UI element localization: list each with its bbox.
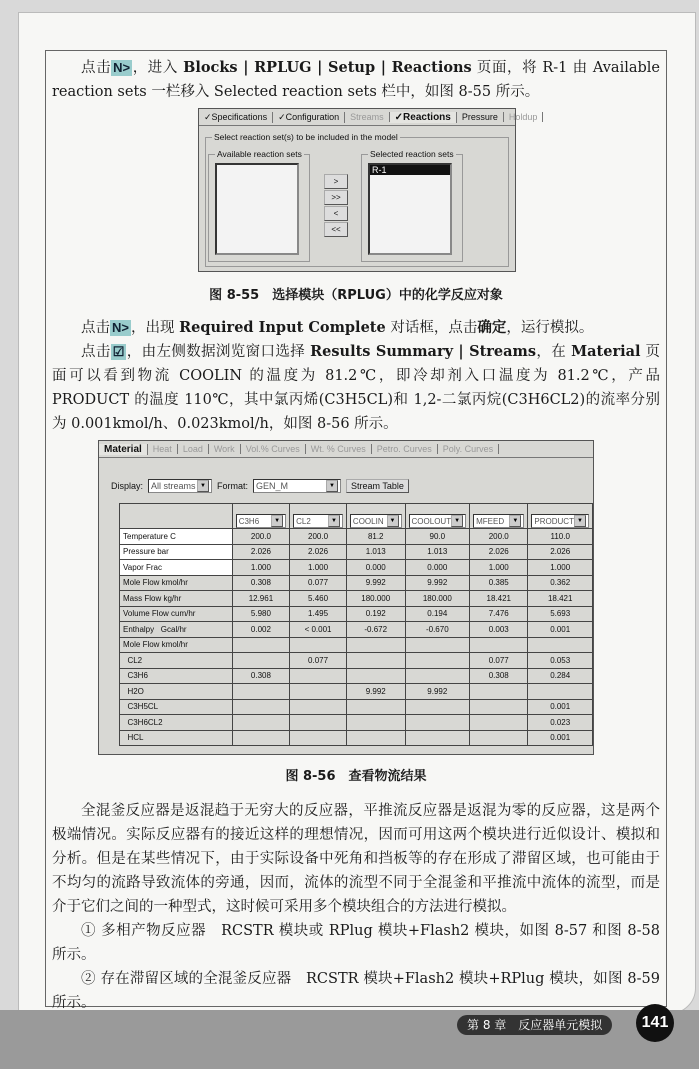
- table-row: [120, 622, 593, 638]
- table-cell[interactable]: 9.992: [405, 684, 470, 700]
- table-cell[interactable]: 0.077: [290, 575, 347, 591]
- stream-select[interactable]: [409, 514, 467, 528]
- table-row: [120, 637, 593, 653]
- move-left-button[interactable]: <: [324, 206, 348, 221]
- table-cell[interactable]: 5.980: [232, 606, 289, 622]
- column-header[interactable]: [232, 504, 289, 529]
- table-cell[interactable]: 0.053: [528, 653, 593, 669]
- stream-name: COOLOUT: [411, 516, 452, 526]
- next-icon: N>: [112, 320, 129, 335]
- table-cell[interactable]: [470, 637, 528, 653]
- table-cell[interactable]: 180.000: [405, 591, 470, 607]
- move-all-left-button[interactable]: <<: [324, 222, 348, 237]
- table-row: [120, 529, 593, 545]
- text: ，由左侧数据浏览窗口选择: [126, 344, 311, 360]
- text: 点击: [81, 320, 110, 336]
- text: ，出现: [130, 320, 180, 336]
- table-row: [120, 653, 593, 669]
- list-item-2: ② 存在滞留区域的全混釜反应器 RCSTR 模块+Flash2 模块+RPlug 模块，如图 8-59 所示。: [52, 971, 660, 1011]
- table-cell[interactable]: [346, 715, 405, 731]
- chevron-down-icon: ▼: [328, 515, 340, 527]
- row-label: Mass Flow kg/hr: [120, 591, 233, 607]
- paragraph-2: [52, 316, 660, 340]
- table-cell[interactable]: 0.001: [528, 699, 593, 715]
- table-row: [120, 575, 593, 591]
- tab-reactions[interactable]: ✓Reactions: [390, 112, 457, 123]
- table-cell[interactable]: [528, 637, 593, 653]
- tab-polycurves[interactable]: Poly. Curves: [438, 444, 499, 454]
- table-cell[interactable]: 9.992: [346, 575, 405, 591]
- text: 页面可以看到物流 COOLIN 的温度为 81.2℃，即冷却剂入口温度为 81.2℃，产品 PRODUCT 的温度 110℃，其中氯丙烯(C3H5CL)和 1,2-二氯丙烷(C3H6CL2)的流率分别为 0.001kmol/h、0.023kmol/h，如图 8-56 所示。: [52, 344, 661, 432]
- text: ，在: [536, 344, 572, 360]
- row-label: C3H6: [120, 668, 233, 684]
- table-cell[interactable]: 0.002: [232, 622, 289, 638]
- table-cell[interactable]: [405, 668, 470, 684]
- text: 点击: [81, 60, 112, 76]
- reactions-dialog: [198, 108, 538, 272]
- format-value: GEN_M: [256, 481, 289, 491]
- table-cell[interactable]: 90.0: [405, 529, 470, 545]
- table-cell[interactable]: [470, 730, 528, 746]
- chevron-down-icon: ▼: [451, 515, 463, 527]
- tab-wtcurves[interactable]: Wt. % Curves: [306, 444, 372, 454]
- table-cell[interactable]: 0.001: [528, 730, 593, 746]
- table-cell[interactable]: 2.026: [232, 544, 289, 560]
- tab-petrocurves[interactable]: Petro. Curves: [372, 444, 438, 454]
- row-label: Volume Flow cum/hr: [120, 606, 233, 622]
- table-cell[interactable]: 0.077: [470, 653, 528, 669]
- stream-name: CL2: [296, 516, 311, 526]
- table-cell[interactable]: -0.670: [405, 622, 470, 638]
- table-cell[interactable]: 0.000: [405, 560, 470, 576]
- table-cell[interactable]: [290, 715, 347, 731]
- table-cell[interactable]: 81.2: [346, 529, 405, 545]
- table-cell[interactable]: 2.026: [528, 544, 593, 560]
- table-cell[interactable]: [346, 653, 405, 669]
- results-icon: ☑: [112, 344, 125, 359]
- table-cell[interactable]: 0.000: [346, 560, 405, 576]
- table-cell[interactable]: 200.0: [290, 529, 347, 545]
- ok-text: 确定: [477, 319, 507, 336]
- table-cell[interactable]: [405, 730, 470, 746]
- table-cell[interactable]: 9.992: [346, 684, 405, 700]
- table-cell[interactable]: [232, 730, 289, 746]
- table-cell[interactable]: -0.672: [346, 622, 405, 638]
- row-label: CL2: [120, 653, 233, 669]
- next-icon: N>: [113, 60, 131, 75]
- table-cell[interactable]: [232, 699, 289, 715]
- move-right-button[interactable]: >: [324, 174, 348, 189]
- table-cell[interactable]: 1.013: [346, 544, 405, 560]
- dialog-name: Required Input Complete: [179, 319, 386, 336]
- tab-heat[interactable]: Heat: [148, 444, 178, 454]
- result-tabs: [99, 441, 593, 458]
- page-number: 141: [636, 1004, 674, 1042]
- row-label: C3H6CL2: [120, 715, 233, 731]
- row-label: C3H5CL: [120, 699, 233, 715]
- stream-select[interactable]: [350, 514, 402, 528]
- move-all-right-button[interactable]: >>: [324, 190, 348, 205]
- column-header[interactable]: [405, 504, 470, 529]
- text: 点击: [81, 344, 111, 360]
- tab-holdup[interactable]: Holdup: [504, 112, 544, 122]
- table-row: [120, 730, 593, 746]
- column-header[interactable]: [528, 504, 593, 529]
- display-select[interactable]: [148, 479, 212, 493]
- text: ，运行模拟。: [506, 320, 594, 336]
- stream-name: COOLIN: [352, 516, 384, 526]
- table-cell[interactable]: 200.0: [232, 529, 289, 545]
- row-label: HCL: [120, 730, 233, 746]
- table-cell[interactable]: 0.308: [232, 668, 289, 684]
- stream-name: C3H6: [238, 516, 260, 526]
- tab-streams[interactable]: Streams: [345, 112, 390, 122]
- page-content: [52, 56, 660, 1015]
- chevron-down-icon: ▼: [509, 515, 521, 527]
- table-row: [120, 591, 593, 607]
- row-label: Vapor Frac: [120, 560, 233, 576]
- table-cell[interactable]: 1.000: [528, 560, 593, 576]
- stream-name: PRODUCT: [534, 516, 574, 526]
- table-cell[interactable]: [405, 715, 470, 731]
- table-cell[interactable]: [232, 637, 289, 653]
- paragraph-1: [52, 56, 660, 104]
- table-row: [120, 684, 593, 700]
- table-row: [120, 668, 593, 684]
- format-label: Format:: [217, 481, 249, 491]
- table-cell[interactable]: 9.992: [405, 575, 470, 591]
- header-blank: [120, 504, 233, 529]
- text: ，进入: [132, 60, 184, 76]
- table-cell[interactable]: 18.421: [528, 591, 593, 607]
- table-cell[interactable]: [290, 637, 347, 653]
- available-group: [208, 149, 310, 262]
- list-item[interactable]: R-1: [370, 165, 450, 175]
- table-row: [120, 560, 593, 576]
- tab-specifications[interactable]: ✓Specifications: [199, 112, 273, 123]
- reaction-set-group: [205, 132, 509, 267]
- chevron-down-icon: ▼: [197, 480, 209, 492]
- selected-label: Selected reaction sets: [370, 149, 454, 159]
- figure-caption: 图 8-56 查看物流结果: [285, 769, 427, 784]
- table-cell[interactable]: [346, 699, 405, 715]
- table-cell[interactable]: [470, 699, 528, 715]
- row-label: Pressure bar: [120, 544, 233, 560]
- table-cell[interactable]: 0.077: [290, 653, 347, 669]
- stream-name: MFEED: [476, 516, 505, 526]
- chevron-down-icon: ▼: [574, 515, 586, 527]
- table-cell[interactable]: 0.192: [346, 606, 405, 622]
- stream-select[interactable]: [473, 514, 524, 528]
- selected-list[interactable]: [368, 163, 452, 255]
- paragraph-4: 全混釜反应器是返混趋于无穷大的反应器，平推流反应器是返混为零的反应器，这是两个极端情况。实际反应器有的接近这样的理想情况，因而可用这两个模块进行近似设计、模拟和分析。但是在某些情况下，由于实际设备中死角和挡板等的存在形成了滞留区域，也可能由于不均匀的流路导致流体的旁通，因而，流体的流型不同于全混釜和平推流中流体的流型，而是介于它们之间的一种型式，这时候可采用多个模块组合的方法进行模拟。: [52, 803, 660, 915]
- dialog-tabs: [199, 109, 538, 126]
- table-header: [120, 504, 593, 529]
- table-row: [120, 699, 593, 715]
- table-cell[interactable]: 0.308: [470, 668, 528, 684]
- column-header[interactable]: [470, 504, 528, 529]
- tab-volcurves[interactable]: Vol.% Curves: [241, 444, 306, 454]
- table-cell[interactable]: 0.308: [232, 575, 289, 591]
- table-cell[interactable]: [290, 730, 347, 746]
- table-cell[interactable]: 110.0: [528, 529, 593, 545]
- table-cell[interactable]: [232, 684, 289, 700]
- display-value: All streams: [151, 481, 196, 491]
- tab-load[interactable]: Load: [178, 444, 209, 454]
- table-cell[interactable]: 1.000: [232, 560, 289, 576]
- table-cell[interactable]: 0.385: [470, 575, 528, 591]
- chevron-down-icon: ▼: [271, 515, 283, 527]
- table-cell[interactable]: 1.013: [405, 544, 470, 560]
- stream-results-dialog: [98, 440, 594, 755]
- row-label: Mole Flow kmol/hr: [120, 637, 233, 653]
- table-cell[interactable]: 0.194: [405, 606, 470, 622]
- chapter-label: 第 8 章 反应器单元模拟: [457, 1015, 612, 1035]
- toolbar: [111, 479, 409, 493]
- tab-pressure[interactable]: Pressure: [457, 112, 504, 122]
- selected-group: [361, 149, 463, 262]
- table-cell[interactable]: [346, 730, 405, 746]
- display-label: Display:: [111, 481, 144, 491]
- available-list[interactable]: [215, 163, 299, 255]
- table-cell[interactable]: 2.026: [290, 544, 347, 560]
- table-cell[interactable]: [232, 653, 289, 669]
- table-cell[interactable]: [405, 637, 470, 653]
- menu-path: Blocks | RPLUG | Setup | Reactions: [183, 59, 472, 76]
- table-cell[interactable]: [290, 684, 347, 700]
- table-cell[interactable]: [232, 715, 289, 731]
- group-label: Select reaction set(s) to be included in the model: [214, 132, 398, 142]
- stream-table-button[interactable]: Stream Table: [346, 479, 409, 493]
- row-label: Temperature C: [120, 529, 233, 545]
- table-cell[interactable]: [346, 668, 405, 684]
- table-cell[interactable]: [405, 699, 470, 715]
- table-cell[interactable]: 1.495: [290, 606, 347, 622]
- available-label: Available reaction sets: [217, 149, 302, 159]
- chevron-down-icon: ▼: [387, 515, 399, 527]
- table-cell[interactable]: 0.003: [470, 622, 528, 638]
- list-item-1: ① 多相产物反应器 RCSTR 模块或 RPlug 模块+Flash2 模块，如图 8-57 和图 8-58 所示。: [52, 923, 660, 963]
- table-cell[interactable]: 1.000: [470, 560, 528, 576]
- table-cell[interactable]: 0.001: [528, 622, 593, 638]
- stream-select[interactable]: [531, 514, 589, 528]
- table-cell[interactable]: 2.026: [470, 544, 528, 560]
- table-cell[interactable]: 0.284: [528, 668, 593, 684]
- row-label: Enthalpy Gcal/hr: [120, 622, 233, 638]
- table-cell[interactable]: [346, 637, 405, 653]
- paragraph-3: [52, 340, 660, 436]
- table-cell[interactable]: [470, 715, 528, 731]
- table-cell[interactable]: 180.000: [346, 591, 405, 607]
- stream-select[interactable]: [293, 514, 343, 528]
- table-cell[interactable]: 5.693: [528, 606, 593, 622]
- table-cell[interactable]: 7.476: [470, 606, 528, 622]
- table-cell[interactable]: 5.460: [290, 591, 347, 607]
- table-cell[interactable]: 0.362: [528, 575, 593, 591]
- chevron-down-icon: ▼: [326, 480, 338, 492]
- tab-material[interactable]: Material: [99, 444, 148, 455]
- table-cell[interactable]: [405, 653, 470, 669]
- column-header[interactable]: [346, 504, 405, 529]
- tab-name: Material: [571, 343, 641, 360]
- table-cell[interactable]: 18.421: [470, 591, 528, 607]
- table-cell[interactable]: < 0.001: [290, 622, 347, 638]
- table-cell[interactable]: [290, 699, 347, 715]
- table-cell[interactable]: [290, 668, 347, 684]
- menu-path: Results Summary | Streams: [310, 343, 537, 360]
- table-row: [120, 715, 593, 731]
- table-row: [120, 606, 593, 622]
- figure-caption: 图 8-55 选择模块（RPLUG）中的化学反应对象: [209, 288, 503, 303]
- row-label: H2O: [120, 684, 233, 700]
- stream-select[interactable]: [236, 514, 286, 528]
- table-row: [120, 544, 593, 560]
- tab-work[interactable]: Work: [209, 444, 241, 454]
- table-cell[interactable]: [528, 684, 593, 700]
- column-header[interactable]: [290, 504, 347, 529]
- table-cell[interactable]: 12.961: [232, 591, 289, 607]
- table-cell[interactable]: 1.000: [290, 560, 347, 576]
- table-cell[interactable]: 0.023: [528, 715, 593, 731]
- format-select[interactable]: [253, 479, 341, 493]
- table-cell[interactable]: [470, 684, 528, 700]
- stream-table: [119, 503, 593, 746]
- tab-configuration[interactable]: ✓Configuration: [273, 112, 345, 123]
- text: 页面，将 R-1 由 Available reaction sets 一栏移入 Selected reaction sets 栏中，如图 8-55 所示。: [52, 60, 660, 100]
- row-label: Mole Flow kmol/hr: [120, 575, 233, 591]
- text: 对话框，点击: [385, 320, 478, 336]
- table-cell[interactable]: 200.0: [470, 529, 528, 545]
